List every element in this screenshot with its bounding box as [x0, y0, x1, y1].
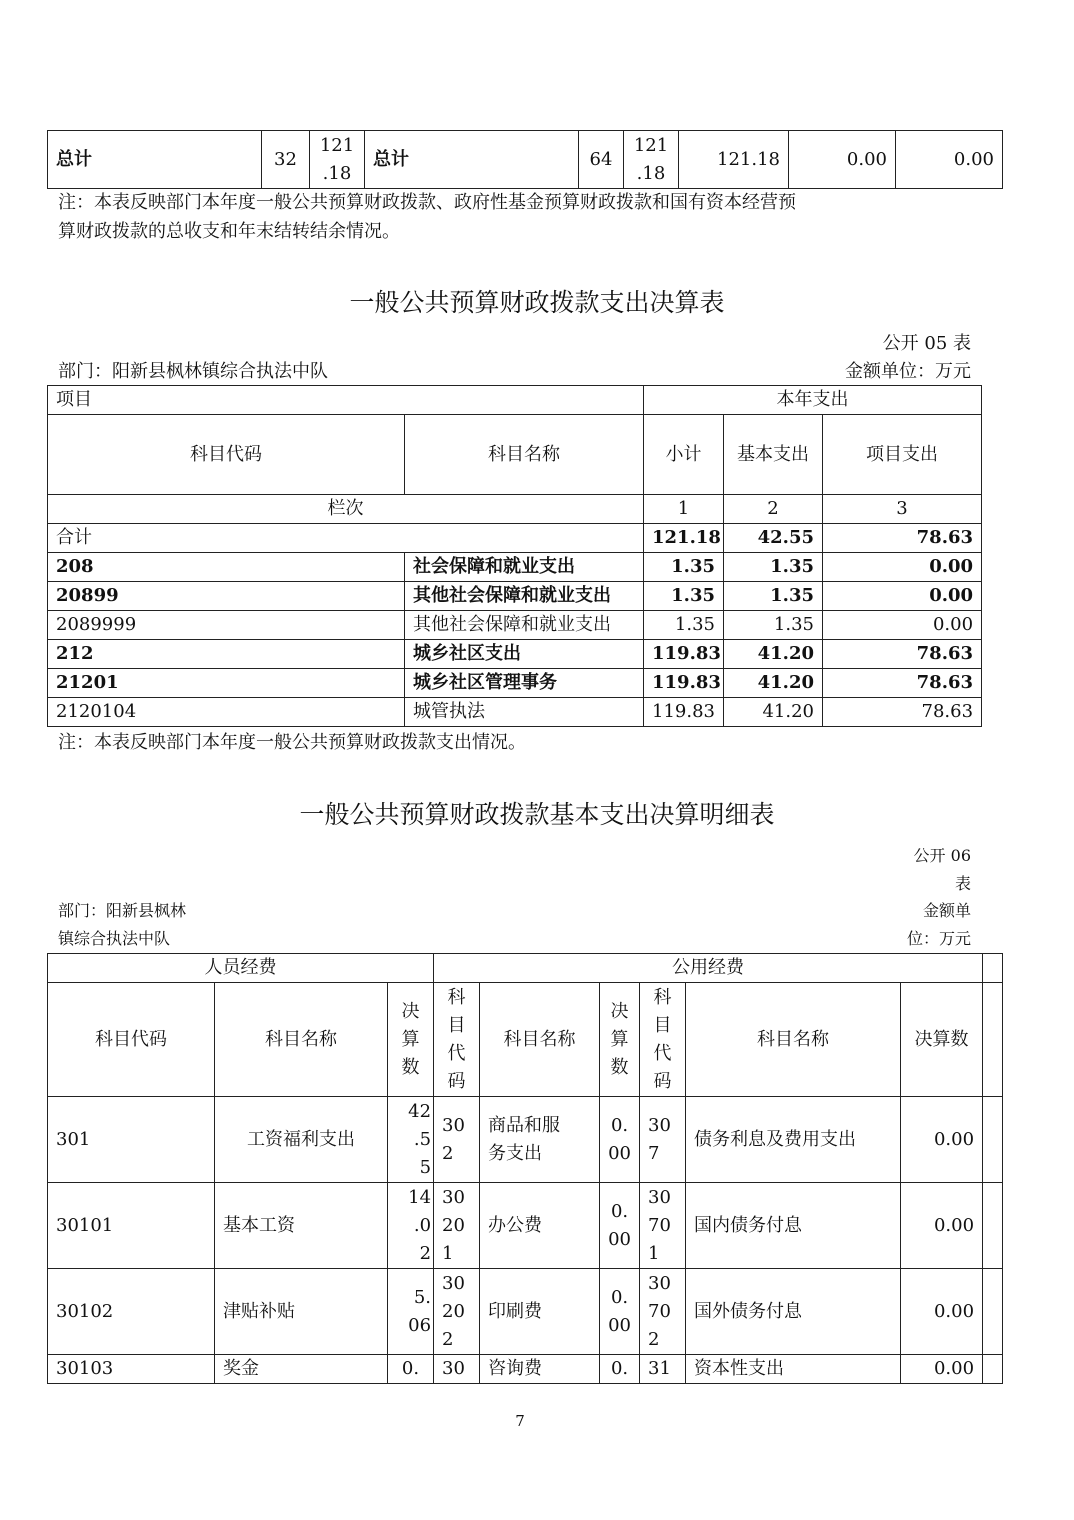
row-code2: 30 2	[434, 1097, 480, 1183]
row-code3: 31	[640, 1355, 686, 1384]
table06-col-code3: 科 目 代 码	[640, 983, 686, 1097]
table05-note: 注：本表反映部门本年度一般公共预算财政拨款支出情况。	[58, 732, 526, 753]
row-code: 30101	[48, 1183, 215, 1269]
table05-total-label: 合计	[48, 524, 644, 553]
table05-total-project: 78.63	[823, 524, 982, 553]
table05-total-subtotal: 121.18	[644, 524, 724, 553]
row-subtotal: 119.83	[644, 669, 724, 698]
row-code2: 30 20 1	[434, 1183, 480, 1269]
table06-edge-cell	[983, 1183, 1003, 1269]
table06-col-amount2: 决 算 数	[600, 983, 640, 1097]
table05-col-code: 科目代码	[48, 415, 405, 495]
row-project: 78.63	[823, 640, 982, 669]
table06-col-code: 科目代码	[48, 983, 215, 1097]
page-number: 7	[515, 1412, 525, 1430]
table05-idx-3: 3	[823, 495, 982, 524]
total-value-3: 0.00	[896, 131, 1003, 189]
table-row	[48, 640, 982, 669]
row-code: 2120104	[48, 698, 405, 727]
total-summary-table	[47, 130, 1003, 189]
row-name3: 资本性支出	[686, 1355, 901, 1384]
table-row	[48, 669, 982, 698]
table05-idx-1: 1	[644, 495, 724, 524]
row-name: 奖金	[215, 1355, 388, 1384]
row-code: 30103	[48, 1355, 215, 1384]
table-row	[48, 1269, 1003, 1355]
table05-form-no: 公开 05 表	[882, 333, 971, 354]
total-label-right: 总计	[365, 131, 579, 189]
row-code: 30102	[48, 1269, 215, 1355]
row-name3: 债务利息及费用支出	[686, 1097, 901, 1183]
row-name3: 国外债务付息	[686, 1269, 901, 1355]
table05-idx-2: 2	[724, 495, 823, 524]
row-code3: 30 70 2	[640, 1269, 686, 1355]
table06-col-name: 科目名称	[215, 983, 388, 1097]
row-project: 0.00	[823, 611, 982, 640]
table06-edge-cell	[983, 1355, 1003, 1384]
row-amount2: 0.	[600, 1355, 640, 1384]
table05-col-basic: 基本支出	[724, 415, 823, 495]
row-amount3: 0.00	[901, 1183, 983, 1269]
row-code3: 30 7	[640, 1097, 686, 1183]
table-row	[48, 1097, 1003, 1183]
table06-col-amount: 决 算 数	[388, 983, 434, 1097]
table05-col-project: 项目支出	[823, 415, 982, 495]
row-subtotal: 1.35	[644, 582, 724, 611]
table-row	[48, 1355, 1003, 1384]
table-row	[48, 553, 982, 582]
table-row	[48, 611, 982, 640]
table05-header-year: 本年支出	[644, 386, 982, 415]
row-basic: 1.35	[724, 582, 823, 611]
row-name: 城乡社区支出	[405, 640, 644, 669]
total-count-left: 32	[262, 131, 310, 189]
row-amount: 42 .5 5	[388, 1097, 434, 1183]
row-code2: 30 20 2	[434, 1269, 480, 1355]
total-value-2: 0.00	[789, 131, 896, 189]
row-name2: 办公费	[480, 1183, 600, 1269]
table-row	[48, 1183, 1003, 1269]
table-row	[48, 698, 982, 727]
row-subtotal: 1.35	[644, 611, 724, 640]
row-name: 城乡社区管理事务	[405, 669, 644, 698]
row-amount: 0.	[388, 1355, 434, 1384]
row-project: 78.63	[823, 669, 982, 698]
row-code3: 30 70 1	[640, 1183, 686, 1269]
table06-col-amount3: 决算数	[901, 983, 983, 1097]
row-basic: 1.35	[724, 611, 823, 640]
table05-title: 一般公共预算财政拨款支出决算表	[349, 288, 725, 317]
row-amount2: 0. 00	[600, 1183, 640, 1269]
table06-col-name2: 科目名称	[480, 983, 600, 1097]
row-amount: 5. 06	[388, 1269, 434, 1355]
total-amount-left: 121 .18	[310, 131, 365, 189]
table06-unit: 金额单 位：万元	[906, 901, 971, 948]
row-subtotal: 119.83	[644, 640, 724, 669]
row-project: 0.00	[823, 582, 982, 611]
table05	[47, 385, 982, 727]
table06-col-code2: 科 目 代 码	[434, 983, 480, 1097]
total-count-right: 64	[579, 131, 624, 189]
table05-col-name: 科目名称	[405, 415, 644, 495]
row-name: 城管执法	[405, 698, 644, 727]
row-name3: 国内债务付息	[686, 1183, 901, 1269]
total-label-left: 总计	[48, 131, 262, 189]
table06-edge-cell	[983, 1269, 1003, 1355]
row-basic: 1.35	[724, 553, 823, 582]
total-amount-right: 121 .18	[624, 131, 679, 189]
row-name2: 商品和服 务支出	[480, 1097, 600, 1183]
table06-edge-cell	[983, 1097, 1003, 1183]
row-name: 其他社会保障和就业支出	[405, 582, 644, 611]
row-basic: 41.20	[724, 640, 823, 669]
row-code: 208	[48, 553, 405, 582]
row-project: 78.63	[823, 698, 982, 727]
table06-col-name3: 科目名称	[686, 983, 901, 1097]
row-basic: 41.20	[724, 698, 823, 727]
row-name: 津贴补贴	[215, 1269, 388, 1355]
table05-header-project: 项目	[48, 386, 644, 415]
row-amount3: 0.00	[901, 1355, 983, 1384]
row-amount3: 0.00	[901, 1097, 983, 1183]
table06-title: 一般公共预算财政拨款基本支出决算明细表	[299, 800, 775, 829]
table06-edge-cell	[983, 983, 1003, 1097]
row-code2: 30	[434, 1355, 480, 1384]
total-value-1: 121.18	[679, 131, 789, 189]
row-amount3: 0.00	[901, 1269, 983, 1355]
row-name: 基本工资	[215, 1183, 388, 1269]
table05-col-subtotal: 小计	[644, 415, 724, 495]
top-note: 注：本表反映部门本年度一般公共预算财政拨款、政府性基金预算财政拨款和国有资本经营预 算财政拨款的总收支和年末结转结余情况。	[58, 192, 796, 242]
table06-group-personnel: 人员经费	[48, 954, 434, 983]
table-row	[48, 582, 982, 611]
table06-department: 部门：阳新县枫林 镇综合执法中队	[58, 901, 187, 948]
row-name2: 咨询费	[480, 1355, 600, 1384]
row-project: 0.00	[823, 553, 982, 582]
row-subtotal: 119.83	[644, 698, 724, 727]
table06-edge-cell	[983, 954, 1003, 983]
table05-department: 部门：阳新县枫林镇综合执法中队	[58, 361, 328, 382]
row-amount: 14 .0 2	[388, 1183, 434, 1269]
table05-total-basic: 42.55	[724, 524, 823, 553]
row-amount2: 0. 00	[600, 1097, 640, 1183]
row-name2: 印刷费	[480, 1269, 600, 1355]
row-basic: 41.20	[724, 669, 823, 698]
row-name: 工资福利支出	[215, 1097, 388, 1183]
row-subtotal: 1.35	[644, 553, 724, 582]
table05-unit: 金额单位：万元	[845, 361, 971, 382]
table06-group-public: 公用经费	[434, 954, 983, 983]
row-name: 社会保障和就业支出	[405, 553, 644, 582]
row-code: 301	[48, 1097, 215, 1183]
row-code: 20899	[48, 582, 405, 611]
row-code: 2089999	[48, 611, 405, 640]
table06-form-no: 公开 06 表	[913, 846, 971, 893]
row-code: 212	[48, 640, 405, 669]
table06	[47, 953, 1003, 1384]
row-name: 其他社会保障和就业支出	[405, 611, 644, 640]
table05-row-index-label: 栏次	[48, 495, 644, 524]
row-amount2: 0. 00	[600, 1269, 640, 1355]
row-code: 21201	[48, 669, 405, 698]
